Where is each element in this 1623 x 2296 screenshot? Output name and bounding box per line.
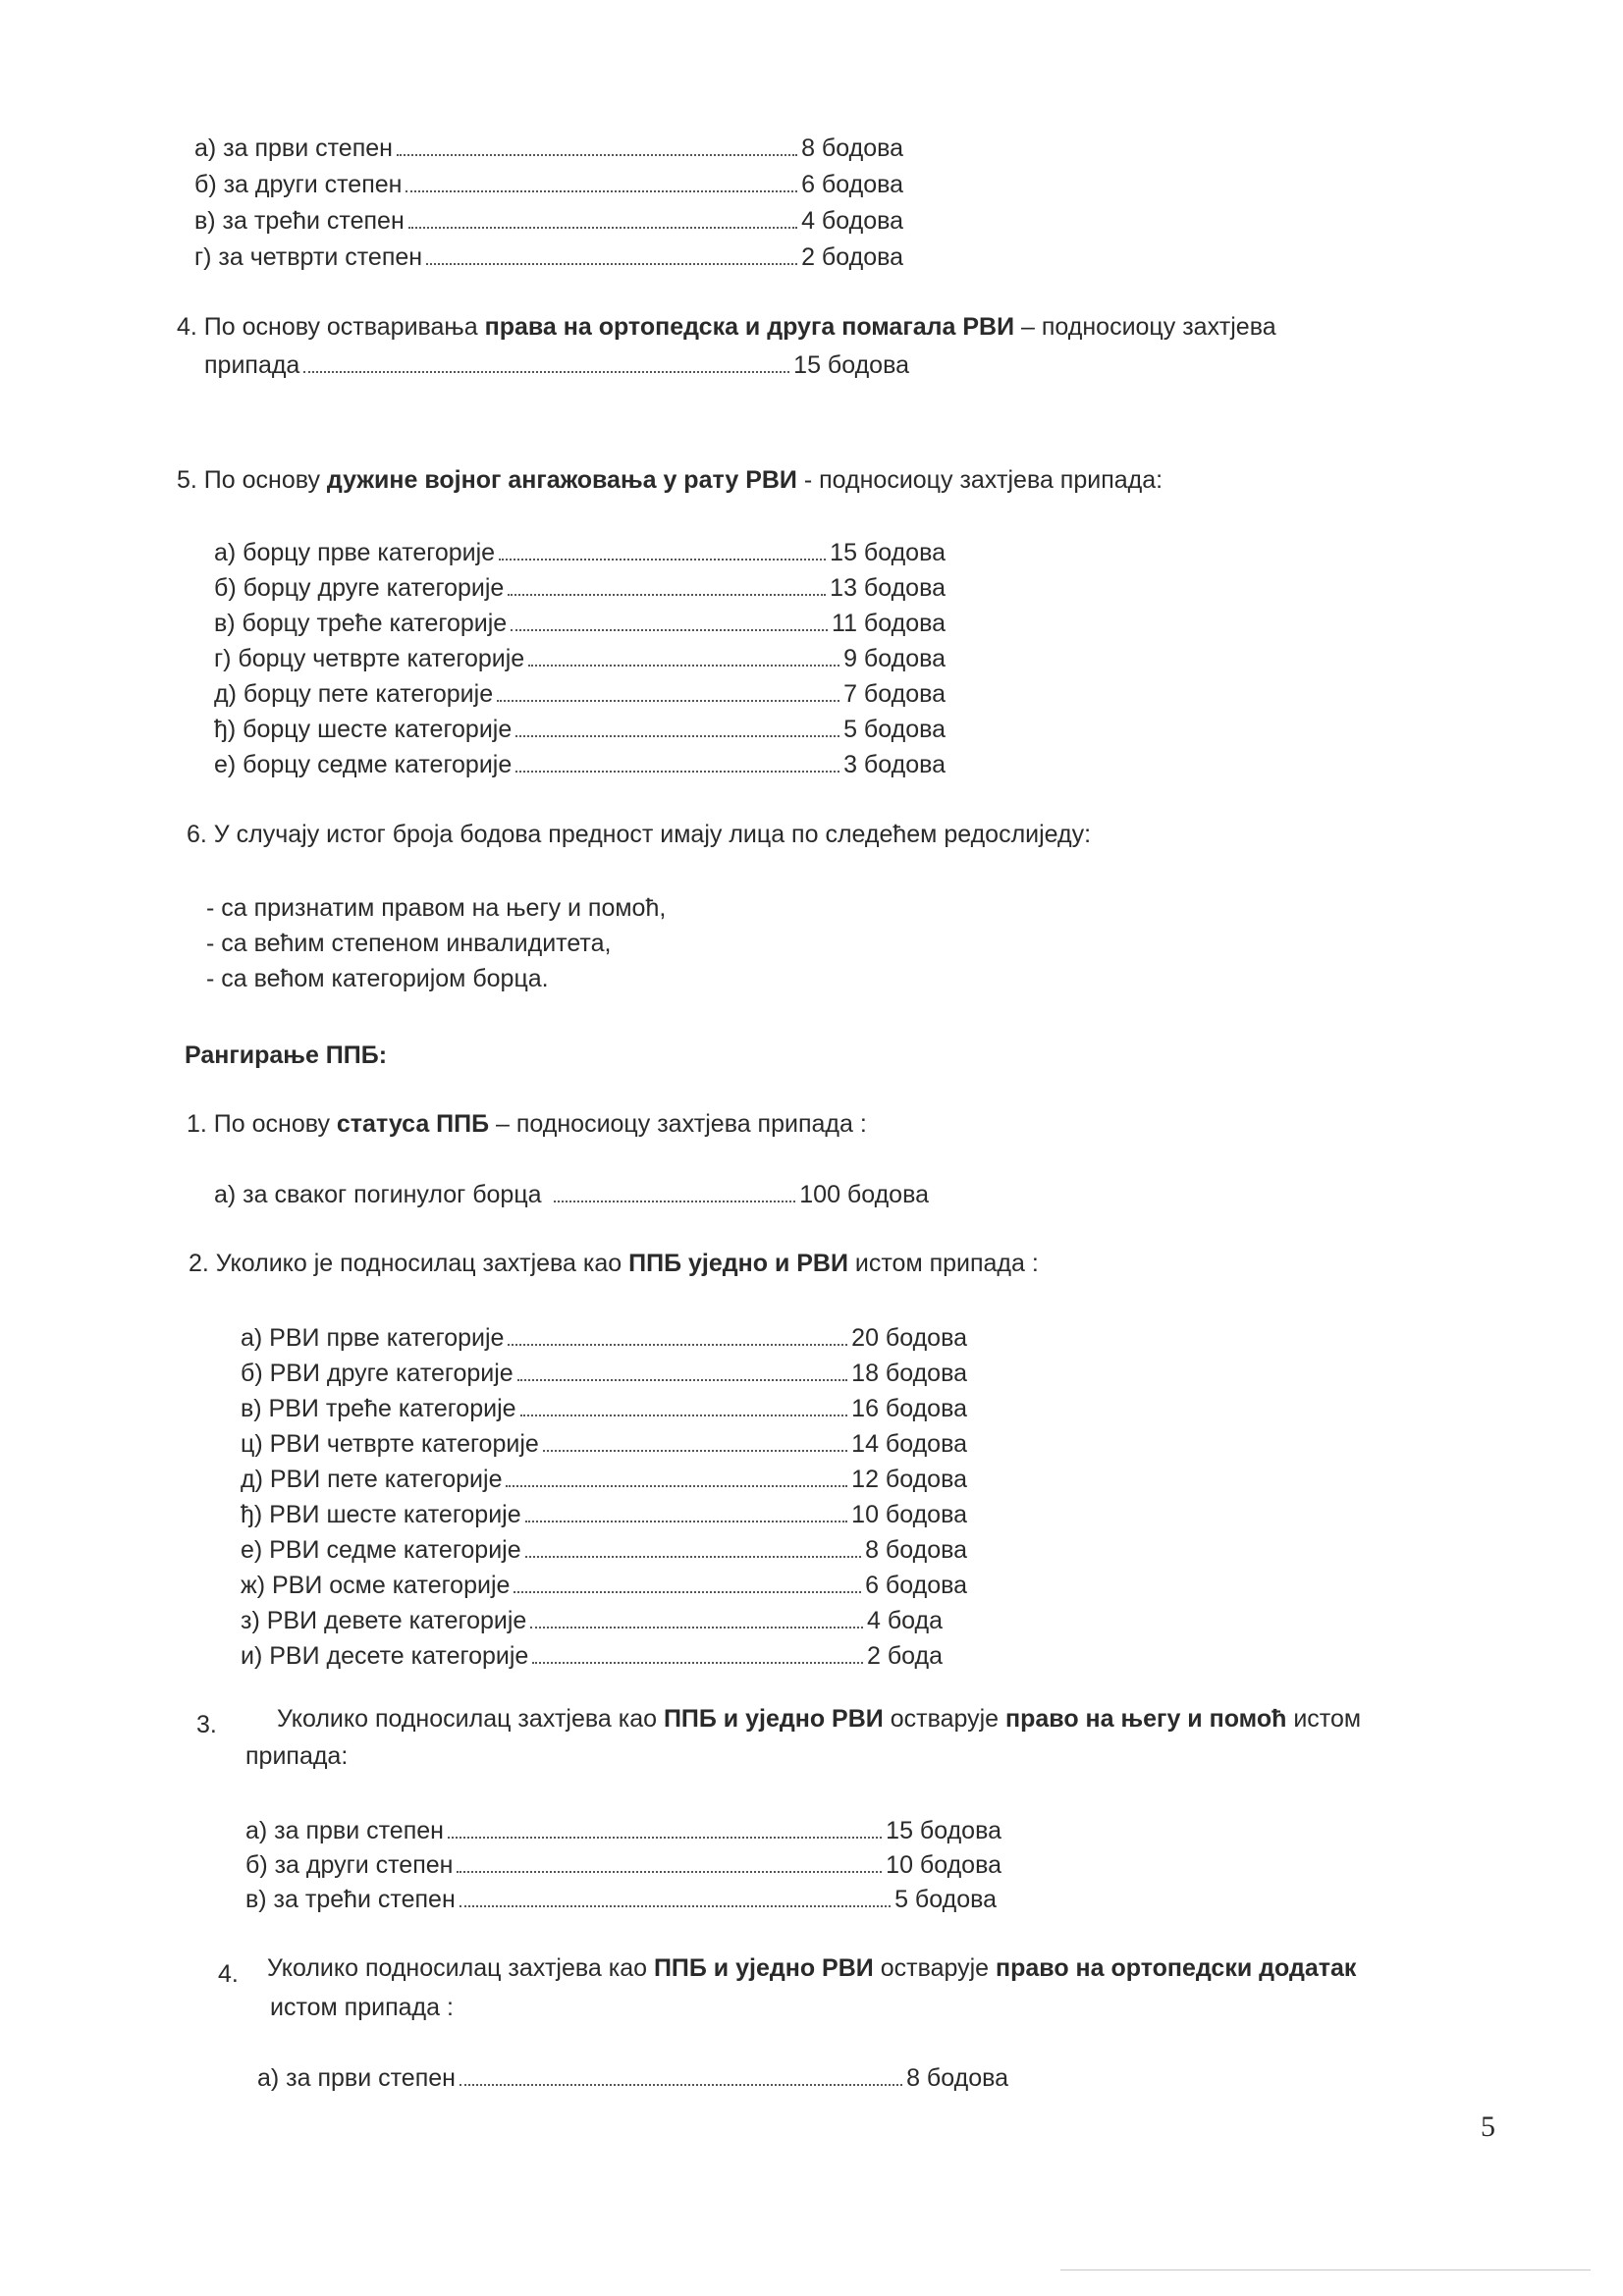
dot-leader [406, 190, 797, 192]
dot-leader [515, 771, 839, 773]
list-item [241, 1359, 967, 1388]
list-item [194, 242, 903, 272]
bullet-item: - са признатим правом на његу и помоћ, [206, 894, 667, 922]
item-label: е) РВИ седме категорије [241, 1536, 521, 1564]
item-label: ђ) борцу шесте категорије [214, 716, 513, 743]
dot-leader [460, 1905, 891, 1907]
list-item [241, 1323, 967, 1353]
bullet-item: - са већом категоријом борца. [206, 965, 549, 992]
item-points: 18 бодова [851, 1360, 967, 1387]
dot-leader [520, 1415, 848, 1416]
item-points: 15 бодова [793, 351, 909, 379]
section-3-paragraph: Уколико подносилац захтјева као ППБ и уједно РВИ остварује право на његу и помоћ истом [277, 1705, 1362, 1733]
paragraph-4: 4. По основу остваривања права на ортопедска и друга помагала РВИ – подносиоцу захтјева [177, 313, 1276, 341]
item-label: а) за први степен [194, 134, 393, 162]
section-heading: Рангирање ППБ: [185, 1041, 388, 1069]
bold-phrase: право на ортопедски додатак [996, 1954, 1357, 1982]
bold-phrase: ППБ уједно и РВИ [628, 1250, 848, 1277]
section-3-line2: припада: [245, 1742, 349, 1770]
bold-phrase: статуса ППБ [336, 1110, 490, 1138]
list-item [214, 715, 946, 744]
item-label: а) борцу прве категорије [214, 539, 496, 566]
section-4-line2: истом припада : [270, 1994, 454, 2021]
bold-phrase: ППБ и уједно РВИ [653, 1954, 874, 1982]
item-points: 13 бодова [830, 574, 946, 602]
item-points: 14 бодова [851, 1430, 967, 1458]
list-item [241, 1394, 967, 1423]
item-label: б) за други степен [245, 1851, 454, 1879]
item-points: 6 бодова [801, 171, 903, 198]
item-label: ж) РВИ осме категорије [241, 1572, 511, 1599]
dot-leader [303, 371, 789, 373]
dot-leader [511, 629, 828, 631]
list-item [214, 573, 946, 603]
dot-leader [517, 1379, 847, 1381]
item-points: 8 бодова [801, 134, 903, 162]
list-item [241, 1571, 967, 1600]
list-item [194, 133, 903, 163]
dot-leader [543, 1450, 847, 1452]
item-label: б) РВИ друге категорије [241, 1360, 514, 1387]
dot-leader [426, 263, 797, 265]
item-points: 3 бодова [843, 751, 946, 778]
item-label: б) борцу друге категорије [214, 574, 505, 602]
item-label: и) РВИ десете категорије [241, 1642, 529, 1670]
dot-leader [532, 1662, 863, 1664]
item-label: б) за други степен [194, 171, 403, 198]
dot-leader [554, 1201, 796, 1202]
item-label: д) борцу пете категорије [214, 680, 494, 708]
list-item [214, 644, 946, 673]
list-item [241, 1465, 967, 1494]
list-item [194, 170, 903, 199]
item-points: 12 бодова [851, 1466, 967, 1493]
item-label: припада [204, 351, 300, 379]
item-points: 20 бодова [851, 1324, 967, 1352]
dot-leader [530, 1627, 863, 1629]
item-label: з) РВИ девете категорије [241, 1607, 527, 1634]
dot-leader [448, 1837, 882, 1839]
item-points: 15 бодова [886, 1817, 1001, 1844]
list-item [214, 1180, 929, 1209]
item-points: 100 бодова [799, 1181, 929, 1208]
list-item [194, 206, 903, 236]
list-item [214, 609, 946, 638]
item-label: а) РВИ прве категорије [241, 1324, 505, 1352]
item-label: е) борцу седме категорије [214, 751, 513, 778]
dot-leader [508, 594, 826, 596]
item-label: в) РВИ треће категорије [241, 1395, 516, 1422]
item-points: 16 бодова [851, 1395, 967, 1422]
list-item [241, 1641, 943, 1671]
list-item [245, 1816, 1001, 1845]
item-label: в) за трећи степен [245, 1886, 456, 1913]
list-item [214, 679, 946, 709]
section-1-paragraph: 1. По основу статуса ППБ – подносиоцу захтјева припада : [187, 1110, 867, 1138]
paragraph-5: 5. По основу дужине војног ангажовања у рату РВИ - подносиоцу захтјева припада: [177, 466, 1163, 494]
dot-leader [408, 227, 797, 229]
page-number: 5 [1481, 2110, 1495, 2143]
item-points: 6 бодова [865, 1572, 967, 1599]
dot-leader [525, 1521, 848, 1522]
item-label: д) РВИ пете категорије [241, 1466, 503, 1493]
bold-phrase: дужине војног ангажовања у рату РВИ [326, 466, 797, 494]
list-item [241, 1429, 967, 1459]
section-2-paragraph: 2. Уколико је подносилац захтјева као ППБ уједно и РВИ истом припада : [189, 1250, 1039, 1277]
bold-phrase: право на његу и помоћ [1005, 1705, 1287, 1733]
list-item [204, 350, 909, 380]
item-label: ђ) РВИ шесте категорије [241, 1501, 521, 1528]
item-points: 9 бодова [843, 645, 946, 672]
item-points: 7 бодова [843, 680, 946, 708]
dot-leader [460, 2084, 902, 2086]
list-item [241, 1535, 967, 1565]
list-item [245, 1885, 997, 1914]
item-label: ц) РВИ четврте категорије [241, 1430, 539, 1458]
item-points: 5 бодова [894, 1886, 997, 1913]
item-points: 4 бода [866, 1607, 943, 1634]
bullet-item: - са већим степеном инвалидитета, [206, 930, 612, 957]
item-points: 11 бодова [832, 610, 946, 637]
dot-leader [508, 1344, 847, 1346]
footer-rule [1060, 2269, 1591, 2270]
list-item [214, 750, 946, 779]
list-item [241, 1500, 967, 1529]
item-points: 2 бода [866, 1642, 943, 1670]
dot-leader [514, 1591, 861, 1593]
item-points: 5 бодова [843, 716, 946, 743]
item-label: а) за сваког погинулог борца [214, 1181, 542, 1208]
paragraph-6: 6. У случају истог броја бодова предност имају лица по следећем редослиједу: [187, 821, 1092, 848]
list-item [257, 2063, 1008, 2093]
dot-leader [499, 559, 826, 561]
item-points: 10 бодова [886, 1851, 1001, 1879]
item-points: 8 бодова [865, 1536, 967, 1564]
item-label: а) за први степен [245, 1817, 444, 1844]
item-points: 2 бодова [801, 243, 903, 271]
item-points: 4 бодова [801, 207, 903, 235]
dot-leader [525, 1556, 861, 1558]
item-label: г) за четврти степен [194, 243, 423, 271]
dot-leader [506, 1485, 847, 1487]
item-label: в) за трећи степен [194, 207, 405, 235]
section-3-number: 3. [196, 1711, 217, 1738]
bold-phrase: ППБ и уједно РВИ [663, 1705, 884, 1733]
item-points: 8 бодова [906, 2064, 1008, 2092]
list-item [241, 1606, 943, 1635]
item-label: в) борцу треће категорије [214, 610, 508, 637]
item-points: 15 бодова [830, 539, 946, 566]
dot-leader [397, 154, 797, 156]
section-4-paragraph: Уколико подносилац захтјева као ППБ и уједно РВИ остварује право на ортопедски додатак [267, 1954, 1357, 1982]
dot-leader [497, 700, 839, 702]
item-points: 10 бодова [851, 1501, 967, 1528]
list-item [214, 538, 946, 567]
dot-leader [515, 735, 839, 737]
bold-phrase: права на ортопедска и друга помагала РВИ [484, 313, 1015, 341]
section-4-number: 4. [218, 1960, 239, 1988]
dot-leader [528, 665, 839, 667]
list-item [245, 1850, 1001, 1880]
item-label: а) за први степен [257, 2064, 456, 2092]
dot-leader [457, 1871, 882, 1873]
item-label: г) борцу четврте категорије [214, 645, 525, 672]
